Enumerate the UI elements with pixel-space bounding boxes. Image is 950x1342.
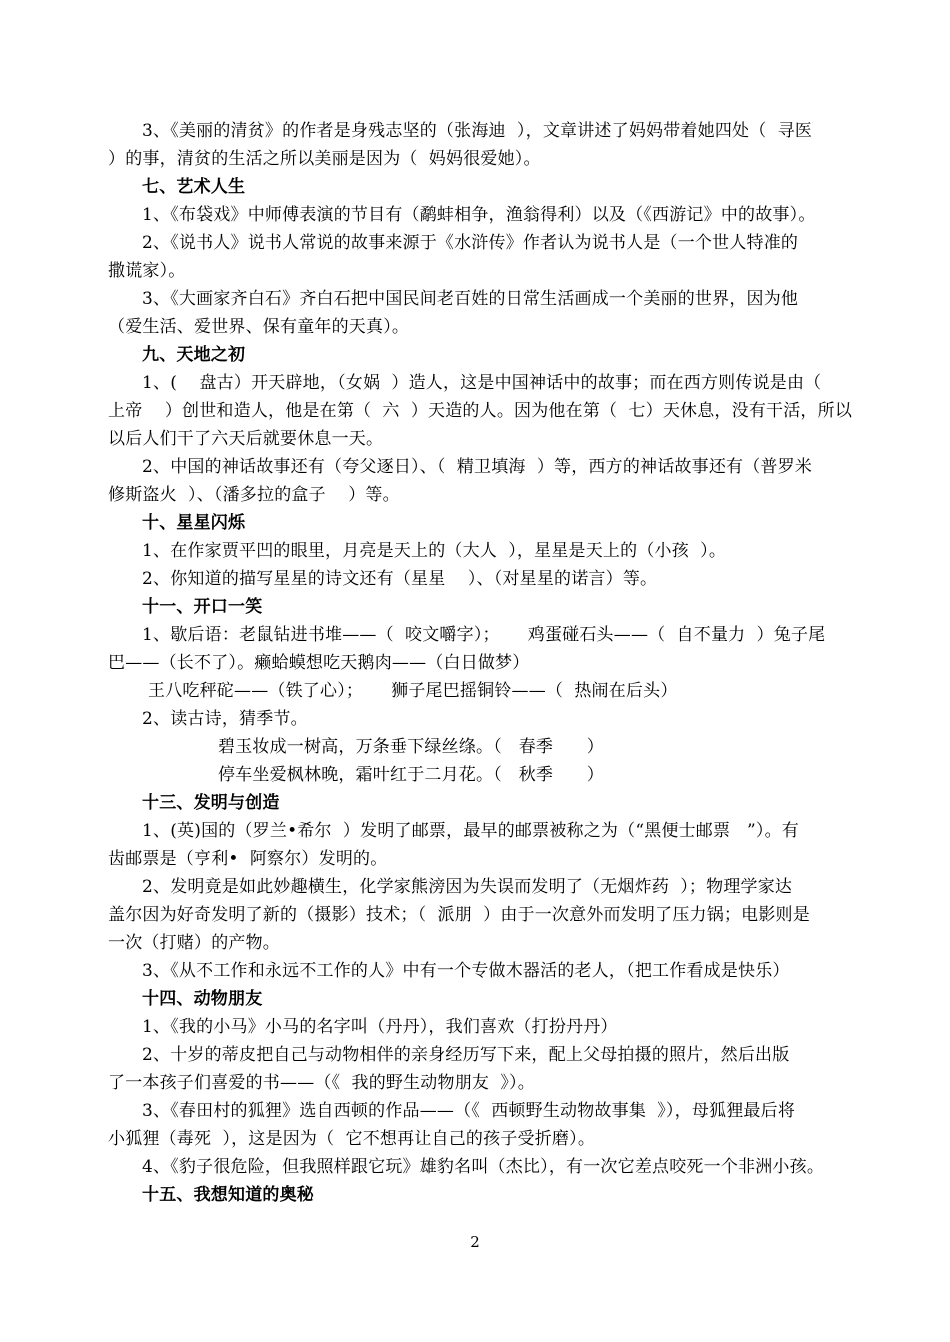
text-line: 盖尔因为好奇发明了新的（摄影）技术；（ 派朋 ）由于一次意外而发明了压力锅；电影则是 xyxy=(108,905,810,925)
text-line: 1、《布袋戏》中师傅表演的节目有（鹬蚌相争，渔翁得利）以及（《西游记》中的故事）。 xyxy=(142,205,816,225)
text-line: 2、你知道的描写星星的诗文还有（星星 ）、（对星星的诺言）等。 xyxy=(142,569,658,589)
page-number: 2 xyxy=(470,1233,480,1251)
text-line: 2、《说书人》说书人常说的故事来源于《水浒传》作者认为说书人是（一个世人特准的 xyxy=(142,233,799,253)
text-line: ）的事，清贫的生活之所以美丽是因为（ 妈妈很爱她）。 xyxy=(108,149,541,169)
section-heading: 十一、开口一笑 xyxy=(142,597,263,617)
text-line: 3、《大画家齐白石》齐白石把中国民间老百姓的日常生活画成一个美丽的世界，因为他 xyxy=(142,289,799,309)
text-line: 2、十岁的蒂皮把自己与动物相伴的亲身经历写下来，配上父母拍摄的照片，然后出版 xyxy=(142,1045,790,1065)
text-line: 1、歇后语：老鼠钻进书堆——（ 咬文嚼字）； 鸡蛋碰石头——（ 自不量力 ）兔子尾 xyxy=(142,625,826,645)
text-line: 齿邮票是（亨利• 阿察尔）发明的。 xyxy=(108,849,388,869)
poem-line: 停车坐爱枫林晚，霜叶红于二月花。（ 秋季 ） xyxy=(218,765,604,785)
text-line: 修斯盗火 ）、（潘多拉的盒子 ）等。 xyxy=(108,485,400,505)
text-line: 了一本孩子们喜爱的书——（《 我的野生动物朋友 》）。 xyxy=(108,1073,535,1093)
text-line: （爱生活、爱世界、保有童年的天真）。 xyxy=(108,317,410,337)
section-heading: 十四、动物朋友 xyxy=(142,989,263,1009)
text-line: 2、读古诗，猜季节。 xyxy=(142,709,308,729)
text-line: 一次（打赌）的产物。 xyxy=(108,933,280,953)
text-line: 2、发明竟是如此妙趣横生，化学家熊滂因为失误而发明了（无烟炸药 ）；物理学家达 xyxy=(142,877,793,897)
section-heading: 七、艺术人生 xyxy=(142,177,246,197)
text-line: 1、(英)国的（罗兰•希尔 ）发明了邮票，最早的邮票被称之为（“黑便士邮票 ”）。有 xyxy=(142,821,800,841)
text-line: 1、在作家贾平凹的眼里，月亮是天上的（大人 ），星星是天上的（小孩 ）。 xyxy=(142,541,727,561)
text-line: 上帝 ）创世和造人，他是在第（ 六 ）天造的人。因为他在第（ 七）天休息，没有干活，所以 xyxy=(108,401,853,421)
text-line: 巴——（长不了）。癞蛤蟆想吃天鹅肉——（白日做梦） xyxy=(108,653,530,673)
text-line: 王八吃秤砣——（铁了心）； 狮子尾巴摇铜铃——（ 热闹在后头） xyxy=(148,681,678,701)
text-line: 1、( 盘古）开天辟地，（女娲 ）造人，这是中国神话中的故事；而在西方则传说是由（ xyxy=(142,373,822,393)
text-line: 2、中国的神话故事还有（夸父逐日）、（ 精卫填海 ）等，西方的神话故事还有（普罗米 xyxy=(142,457,813,477)
text-line: 小狐狸（毒死 ），这是因为（ 它不想再让自己的孩子受折磨）。 xyxy=(108,1129,596,1149)
section-heading: 十五、我想知道的奥秘 xyxy=(142,1185,314,1205)
text-line: 撒谎家）。 xyxy=(108,261,186,281)
text-line: 3、《从不工作和永远不工作的人》中有一个专做木器活的老人，（把工作看成是快乐） xyxy=(142,961,790,981)
text-line: 4、《豹子很危险，但我照样跟它玩》雄豹名叫（杰比），有一次它差点咬死一个非洲小孩。 xyxy=(142,1157,825,1177)
poem-line: 碧玉妆成一树高，万条垂下绿丝绦。（ 春季 ） xyxy=(218,737,604,757)
text-line: 1、《我的小马》小马的名字叫（丹丹），我们喜欢（打扮丹丹） xyxy=(142,1017,618,1037)
section-heading: 十三、发明与创造 xyxy=(142,793,280,813)
text-line: 3、《春田村的狐狸》选自西顿的作品——（《 西顿野生动物故事集 》），母狐狸最后将 xyxy=(142,1101,796,1121)
section-heading: 十、星星闪烁 xyxy=(142,513,246,533)
text-line: 3、《美丽的清贫》的作者是身残志坚的（张海迪 ），文章讲述了妈妈带着她四处（ 寻医 xyxy=(142,121,813,141)
section-heading: 九、天地之初 xyxy=(142,345,246,365)
text-line: 以后人们干了六天后就要休息一天。 xyxy=(108,429,384,449)
